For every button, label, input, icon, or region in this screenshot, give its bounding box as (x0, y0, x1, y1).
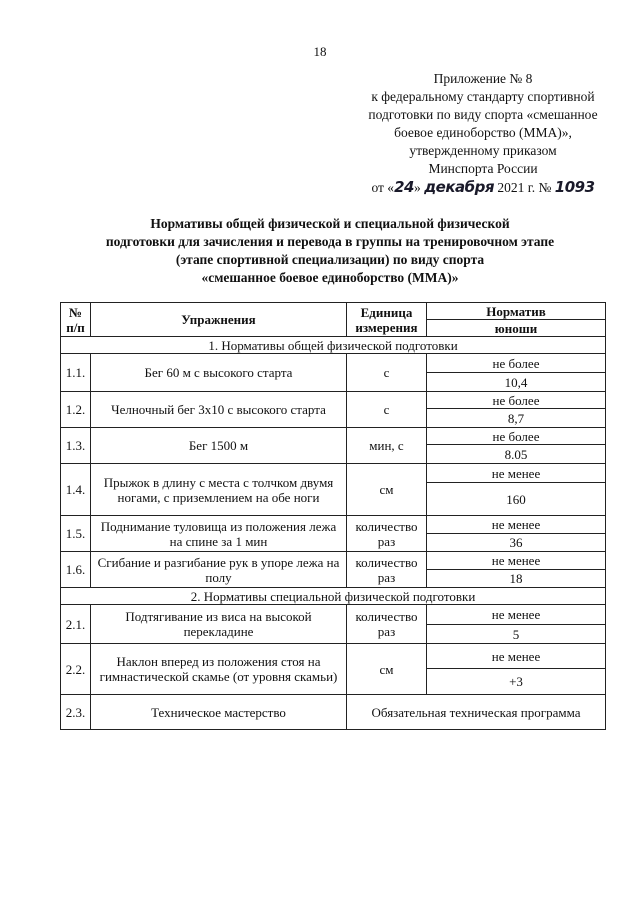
appendix-line-2: к федеральному стандарту спортивной (371, 89, 595, 104)
page-number: 18 (313, 44, 327, 59)
row-exercise: Поднимание туловища из положения лежа на спине за 1 мин (91, 516, 347, 552)
row-exercise: Подтягивание из виса на высокой перекладине (91, 605, 347, 644)
date-mid: » (413, 180, 425, 195)
row-exercise: Сгибание и разгибание рук в упоре лежа на полу (91, 552, 347, 588)
row-value: +3 (427, 669, 606, 695)
row-value: 18 (427, 570, 606, 588)
section-row (61, 337, 606, 354)
row-value: 160 (427, 483, 606, 516)
row-unit: с (347, 354, 427, 392)
row-unit: количество раз (347, 552, 427, 588)
appendix-block (348, 70, 618, 197)
row-unit: с (347, 392, 427, 428)
section-title: 2. Нормативы специальной физической подготовки (61, 588, 606, 605)
row-exercise: Бег 60 м с высокого старта (91, 354, 347, 392)
row-qualifier: не менее (427, 552, 606, 570)
appendix-line-1: Приложение № 8 (433, 71, 533, 86)
date-year: 2021 г. № (494, 180, 555, 195)
row-qualifier: не более (427, 392, 606, 409)
row-value: 10,4 (427, 373, 606, 392)
row-exercise: Наклон вперед из положения стоя на гимнастической скамье (от уровня скамьи) (91, 644, 347, 695)
row-number: 1.4. (61, 464, 91, 516)
heading-line-1: Нормативы общей физической и специальной физической (150, 216, 510, 231)
heading-line-3: (этапе спортивной специализации) по виду спорта (175, 252, 485, 267)
heading-line-2: подготовки для зачисления и перевода в группы на тренировочном этапе (105, 234, 555, 249)
document-heading (90, 215, 570, 287)
table-row (61, 428, 606, 445)
table-row (61, 516, 606, 534)
date-prefix: от « (371, 180, 395, 195)
table-row (61, 605, 606, 625)
row-unit: см (347, 644, 427, 695)
row-exercise: Бег 1500 м (91, 428, 347, 464)
row-unit: мин, с (347, 428, 427, 464)
header-unit: Единица измерения (347, 303, 427, 337)
table-row (61, 695, 606, 730)
row-number: 2.3. (61, 695, 91, 730)
table-row (61, 392, 606, 409)
appendix-line-3: подготовки по виду спорта «смешанное (368, 107, 598, 122)
appendix-date-line (348, 178, 618, 197)
row-unit: см (347, 464, 427, 516)
appendix-line-6: Минспорта России (428, 161, 538, 176)
header-exercise: Упражнения (91, 303, 347, 337)
row-number: 1.1. (61, 354, 91, 392)
row-qualifier: не более (427, 354, 606, 373)
row-number: 2.2. (61, 644, 91, 695)
norms-table (60, 302, 606, 730)
appendix-line-4: боевое единоборство (ММА)», (394, 125, 572, 140)
row-qualifier: не менее (427, 464, 606, 483)
header-norm: Норматив (427, 303, 606, 320)
row-qualifier: не менее (427, 644, 606, 669)
row-value: 8.05 (427, 445, 606, 464)
date-month: декабря (424, 178, 494, 196)
row-number: 1.6. (61, 552, 91, 588)
row-exercise: Челночный бег 3х10 с высокого старта (91, 392, 347, 428)
heading-line-4: «смешанное боевое единоборство (ММА)» (201, 270, 459, 285)
row-number: 2.1. (61, 605, 91, 644)
row-number: 1.2. (61, 392, 91, 428)
row-number: 1.5. (61, 516, 91, 552)
section-title: 1. Нормативы общей физической подготовки (61, 337, 606, 354)
table-row (61, 552, 606, 570)
row-unit: количество раз (347, 516, 427, 552)
row-exercise: Техническое мастерство (91, 695, 347, 730)
row-qualifier: не более (427, 428, 606, 445)
date-day: 24 (394, 178, 414, 196)
row-value: 36 (427, 534, 606, 552)
row-qualifier: не менее (427, 516, 606, 534)
table-row (61, 464, 606, 483)
row-value: 8,7 (427, 409, 606, 428)
row-unit: количество раз (347, 605, 427, 644)
appendix-line-5: утвержденному приказом (409, 143, 557, 158)
table-row (61, 354, 606, 373)
row-value: 5 (427, 625, 606, 644)
order-number: 1093 (554, 178, 595, 196)
row-exercise: Прыжок в длину с места с толчком двумя ногами, с приземлением на обе ноги (91, 464, 347, 516)
header-num: № п/п (61, 303, 91, 337)
row-number: 1.3. (61, 428, 91, 464)
row-qualifier: не менее (427, 605, 606, 625)
header-norm-sub: юноши (427, 320, 606, 337)
table-row (61, 644, 606, 669)
row-norm: Обязательная техническая программа (347, 695, 606, 730)
section-row (61, 588, 606, 605)
